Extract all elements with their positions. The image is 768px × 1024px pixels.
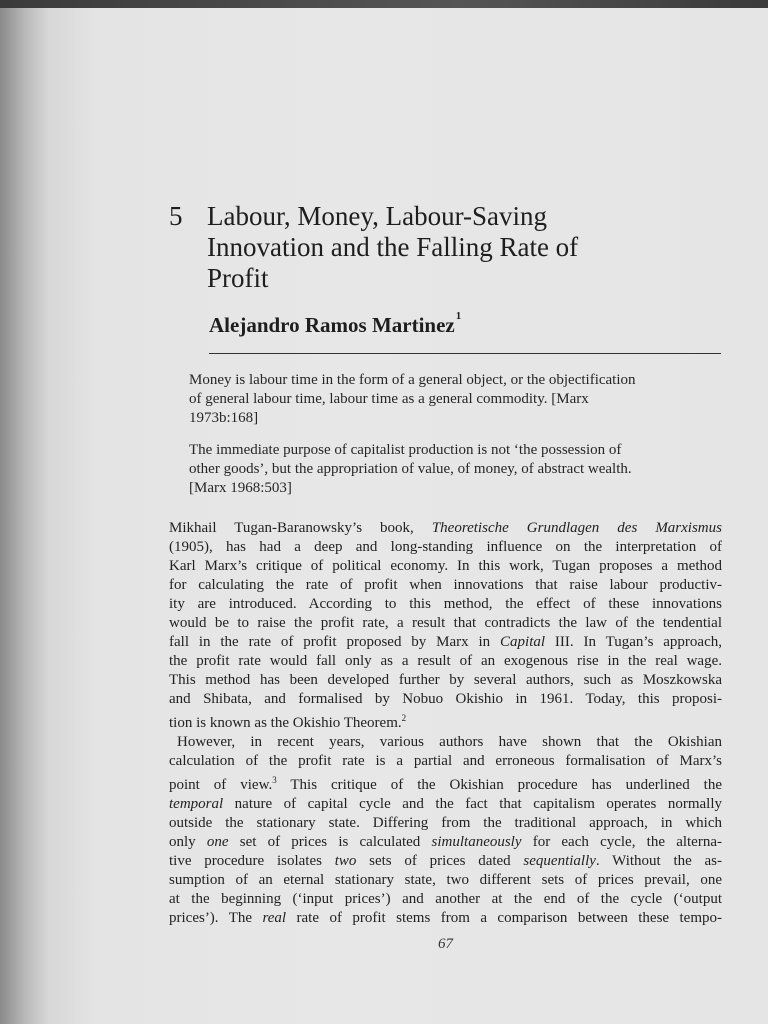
scan-top-edge: [0, 0, 768, 8]
book-spine-shadow: [0, 8, 70, 1024]
paragraph-2-line: calculation of the profit rate is a partial and erroneous formalisation of Marx’s: [169, 753, 722, 769]
paragraph-1-line: for calculating the rate of profit when innovations that raise labour productiv-: [169, 577, 722, 593]
epigraph-2-line: other goods’, but the appropriation of value, of money, of abstract wealth.: [189, 461, 632, 477]
text-run: nature of capital cycle and the fact that capitalism operates normally: [223, 796, 722, 812]
author-footnote-marker: 1: [455, 310, 462, 322]
chapter-number: 5: [169, 201, 183, 231]
epigraph-2-line: [Marx 1968:503]: [189, 480, 292, 496]
paragraph-2-line: at the beginning (‘input prices’) and another at the end of the cycle (‘output: [169, 891, 722, 907]
text-run: This critique of the Okishian procedure has underlined the: [276, 777, 723, 793]
author-name: [209, 310, 461, 338]
epigraph-2-line: The immediate purpose of capitalist production is not ‘the possession of: [189, 442, 622, 458]
paragraph-2-line: outside the stationary state. Differing from the traditional approach, in which: [169, 815, 722, 831]
paragraph-2-line: sumption of an eternal stationary state, two different sets of prices prevail, one: [169, 872, 722, 888]
footnote-marker: 2: [401, 713, 407, 723]
chapter-title-line-1: Labour, Money, Labour-Saving: [207, 201, 548, 231]
footnote-marker: 3: [272, 775, 277, 785]
paragraph-2-line: [169, 771, 722, 795]
paragraph-1-line: [169, 519, 722, 538]
paragraph-2-line: [169, 795, 722, 814]
text-run: set of prices is calculated: [228, 834, 432, 850]
text-run: point of view.: [169, 777, 273, 793]
epigraph-1-line: Money is labour time in the form of a general object, or the objectification: [189, 372, 636, 388]
paragraph-1-line: the profit rate would fall only as a result of an exogenous rise in the real wage.: [169, 653, 722, 669]
epigraph-1-line: 1973b:168]: [189, 410, 259, 426]
body-text: [169, 519, 722, 928]
paragraph-1-line: ity are introduced. According to this method, the effect of these innovations: [169, 596, 722, 612]
paragraph-1-line: [169, 633, 722, 652]
text-run: sets of prices dated: [356, 853, 524, 869]
text-run: fall in the rate of profit proposed by Marx in: [169, 634, 501, 650]
text-run: rate of profit stems from a comparison between these tempo-: [286, 910, 723, 926]
text-run: prices’). The: [169, 910, 263, 926]
paragraph-1-line: Karl Marx’s critique of political economy. In this work, Tugan proposes a method: [169, 558, 722, 574]
text-run: for each cycle, the alterna-: [521, 834, 722, 850]
chapter-title-line-3: Profit: [207, 263, 269, 293]
paragraph-1-line: (1905), has had a deep and long-standing influence on the interpretation of: [169, 539, 722, 555]
paragraph-1-line: and Shibata, and formalised by Nobuo Okishio in 1961. Today, this proposi-: [169, 691, 722, 707]
emphasis-italic: simultaneously: [431, 834, 522, 850]
chapter-title-line-2: Innovation and the Falling Rate of: [207, 232, 579, 262]
text-run: III. In Tugan’s approach,: [545, 634, 722, 650]
epigraph-2: [189, 441, 722, 498]
chapter-title: [169, 201, 722, 294]
paragraph-2-line: [169, 909, 722, 928]
epigraph-1: [189, 371, 722, 428]
text-run: tion is known as the Okishio Theorem.: [169, 715, 402, 731]
emphasis-italic: two: [334, 853, 357, 869]
paragraph-1-line: This method has been developed further by several authors, such as Moszkowska: [169, 672, 722, 688]
book-title-italic: Theoretische Grundlagen des Marxismus: [431, 520, 722, 536]
emphasis-italic: one: [206, 834, 229, 850]
author-name-text: Alejandro Ramos Martinez: [209, 313, 455, 337]
paragraph-2-line: [169, 833, 722, 852]
title-divider: [209, 353, 721, 354]
book-title-italic: Capital: [500, 634, 546, 650]
text-run: only: [169, 834, 207, 850]
page-number: 67: [438, 936, 453, 952]
paragraph-1-line: would be to raise the profit rate, a result that contradicts the law of the tendential: [169, 615, 722, 631]
paragraph-2-line: However, in recent years, various authors have shown that the Okishian: [177, 734, 722, 750]
book-page: [40, 8, 768, 1024]
text-run: . Without the as-: [595, 853, 723, 869]
epigraph-1-line: of general labour time, labour time as a general commodity. [Marx: [189, 391, 589, 407]
text-run: tive procedure isolates: [169, 853, 335, 869]
paragraph-2-line: [169, 852, 722, 871]
text-run: Mikhail Tugan-Baranowsky’s book,: [169, 520, 432, 536]
emphasis-italic: sequentially: [523, 853, 596, 869]
emphasis-italic: temporal: [169, 796, 224, 812]
paragraph-1-line: [169, 709, 722, 733]
emphasis-italic: real: [262, 910, 287, 926]
